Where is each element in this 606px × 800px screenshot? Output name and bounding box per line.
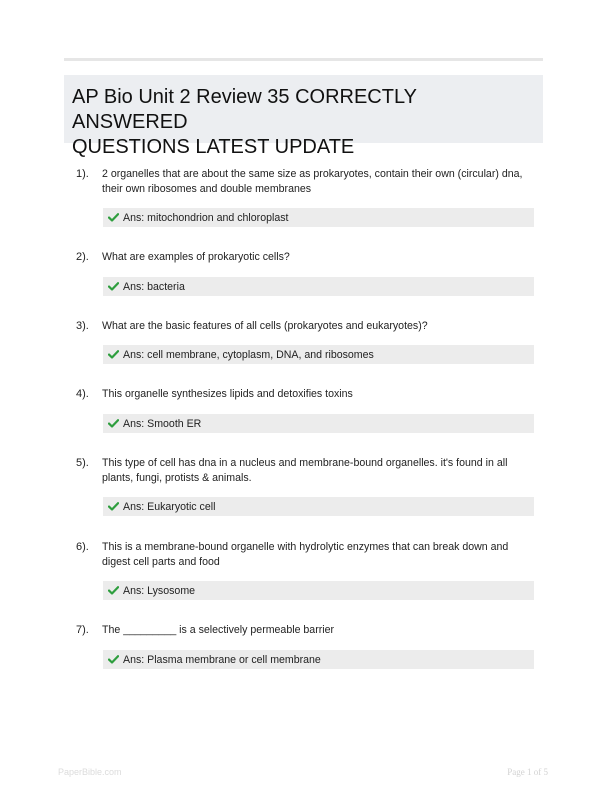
question-text — [102, 456, 534, 486]
answer-text: Ans: bacteria — [123, 280, 185, 293]
title-line-2: QUESTIONS LATEST UPDATE — [72, 136, 355, 158]
check-icon — [107, 281, 119, 293]
question-number: 1). — [76, 168, 89, 180]
question-line: This organelle synthesizes lipids and detoxifies toxins — [102, 388, 353, 400]
answer-text: Ans: Lysosome — [123, 584, 196, 597]
footer-watermark: PaperBible.com — [58, 767, 122, 777]
question-text — [102, 623, 534, 638]
question-text — [102, 319, 534, 334]
answer-box — [103, 497, 534, 516]
question-line: 2 organelles that are about the same size as prokaryotes, contain their own (circular) dna, — [102, 168, 523, 180]
answer-text: Ans: Smooth ER — [123, 417, 202, 430]
question-number: 7). — [76, 624, 89, 636]
answer-box — [103, 345, 534, 364]
check-icon — [107, 418, 119, 430]
question-number: 4). — [76, 388, 89, 400]
question-line: This type of cell has dna in a nucleus and membrane-bound organelles. it's found in all — [102, 457, 508, 469]
question-line: their own ribosomes and double membranes — [102, 183, 312, 195]
question-number: 3). — [76, 320, 89, 332]
check-icon — [107, 654, 119, 666]
top-divider — [64, 58, 543, 61]
title-banner — [64, 75, 543, 158]
question-line: plants, fungi, protists & animals. — [102, 472, 252, 484]
question-number: 5). — [76, 457, 89, 469]
answer-text: Ans: cell membrane, cytoplasm, DNA, and ribosomes — [123, 348, 374, 361]
answer-box — [103, 581, 534, 600]
answer-box — [103, 650, 534, 669]
answer-box — [103, 277, 534, 296]
question-text — [102, 387, 534, 402]
answer-box — [103, 414, 534, 433]
check-icon — [107, 349, 119, 361]
question-line: digest cell parts and food — [102, 556, 220, 568]
question-number: 2). — [76, 251, 89, 263]
check-icon — [107, 212, 119, 224]
title-line-1: AP Bio Unit 2 Review 35 CORRECTLY ANSWERED — [72, 86, 417, 133]
check-icon — [107, 585, 119, 597]
page-number: Page 1 of 5 — [507, 767, 548, 777]
question-text — [102, 540, 534, 570]
question-line: What are the basic features of all cells (prokaryotes and eukaryotes)? — [102, 320, 428, 332]
question-line: This is a membrane-bound organelle with hydrolytic enzymes that can break down and — [102, 541, 509, 553]
answer-box — [103, 208, 534, 227]
question-text — [102, 167, 534, 197]
question-line: The _________ is a selectively permeable barrier — [102, 624, 335, 636]
check-icon — [107, 501, 119, 513]
answer-text: Ans: mitochondrion and chloroplast — [123, 211, 289, 224]
document-title — [72, 85, 535, 160]
question-number: 6). — [76, 541, 89, 553]
question-text — [102, 250, 534, 265]
answer-text: Ans: Plasma membrane or cell membrane — [123, 653, 321, 666]
answer-text: Ans: Eukaryotic cell — [123, 500, 216, 513]
question-line: What are examples of prokaryotic cells? — [102, 251, 290, 263]
